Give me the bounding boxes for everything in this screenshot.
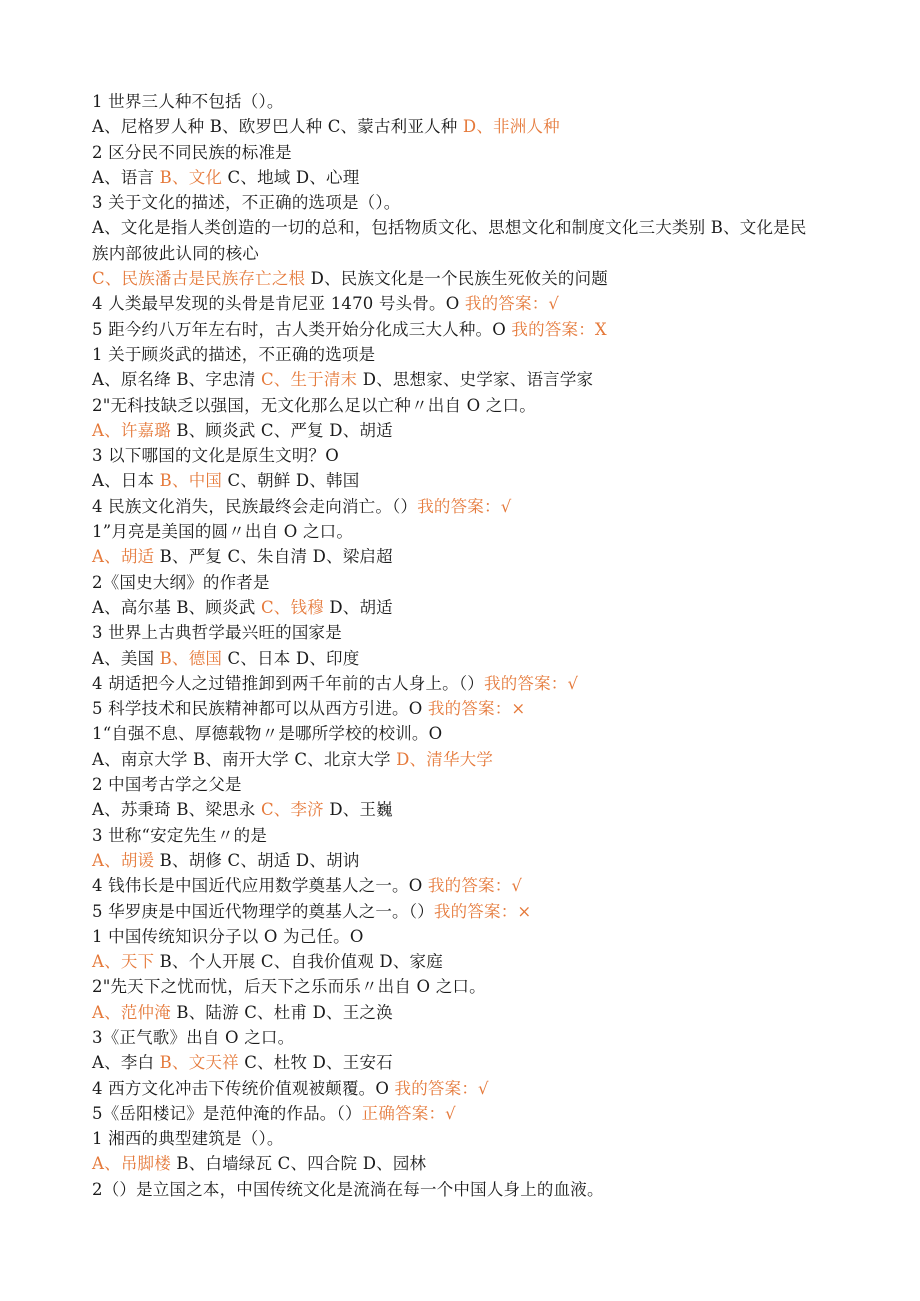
text-line xyxy=(92,317,822,342)
text-line xyxy=(92,848,822,873)
text-segment: A、文化是指人类创造的一切的总和，包括物质文化、思想文化和制度文化三大类别 B、文化是民族内部彼此认同的核心 xyxy=(92,218,807,263)
highlighted-answer: 正确答案：√ xyxy=(361,1103,456,1123)
highlighted-answer: 我的答案：× xyxy=(427,699,526,719)
text-segment: 3 世界上古典哲学最兴旺的国家是 xyxy=(92,623,342,643)
text-line xyxy=(92,974,822,999)
text-segment: 1 世界三人种不包括（）。 xyxy=(92,92,284,111)
highlighted-answer: 我的答案：√ xyxy=(394,1078,489,1098)
highlighted-answer: A、胡谖 xyxy=(92,850,155,870)
text-segment: A、高尔基 B、顾炎武 xyxy=(92,597,261,617)
text-segment: C、朝鲜 D、韩国 xyxy=(222,471,360,491)
text-segment: A、苏秉琦 B、梁思永 xyxy=(92,800,261,820)
text-line xyxy=(92,468,822,493)
text-segment: 1”月亮是美国的圆〃出自 O 之口。 xyxy=(92,522,354,542)
text-line xyxy=(92,873,822,898)
text-segment: D、胡适 xyxy=(323,597,393,617)
text-line xyxy=(92,544,822,569)
text-segment: 2 中国考古学之父是 xyxy=(92,775,242,795)
text-segment: 4 民族文化消失，民族最终会走向消亡。（） xyxy=(92,496,418,516)
highlighted-answer: B、文天祥 xyxy=(159,1053,239,1073)
text-line xyxy=(92,595,822,620)
text-line xyxy=(92,1177,822,1202)
text-line xyxy=(92,949,822,974)
text-segment: 1 湘西的典型建筑是（）。 xyxy=(92,1129,284,1149)
text-line xyxy=(92,266,822,291)
text-line xyxy=(92,215,822,266)
highlighted-answer: B、德国 xyxy=(159,648,223,668)
text-line xyxy=(92,342,822,367)
highlighted-answer: A、范仲淹 xyxy=(92,1002,171,1022)
text-line xyxy=(92,620,822,645)
text-line xyxy=(92,772,822,797)
text-line xyxy=(92,140,822,165)
text-segment: B、陆游 C、杜甫 D、王之涣 xyxy=(170,1002,393,1022)
highlighted-answer: 我的答案：X xyxy=(511,319,607,339)
text-segment: A、日本 xyxy=(92,471,160,491)
text-segment: B、白墙绿瓦 C、四合院 D、园林 xyxy=(170,1154,427,1174)
text-segment: 1“自强不息、厚德载物〃是哪所学校的校训。O xyxy=(92,724,443,744)
question-list xyxy=(92,89,822,1202)
text-segment: A、南京大学 B、南开大学 C、北京大学 xyxy=(92,749,397,769)
text-segment: D、思想家、史学家、语言学家 xyxy=(357,370,594,390)
text-segment: 5《岳阳楼记》是范仲淹的作品。（） xyxy=(92,1103,362,1123)
highlighted-answer: C、钱穆 xyxy=(260,597,324,617)
text-line xyxy=(92,89,822,114)
highlighted-answer: 我的答案：√ xyxy=(417,496,512,516)
text-segment: 3 关于文化的描述，不正确的选项是（）。 xyxy=(92,193,401,213)
text-segment: 2"先天下之忧而忧，后天下之乐而乐〃出自 O 之口。 xyxy=(92,977,486,997)
text-segment: 4 人类最早发现的头骨是肯尼亚 1470 号头骨。O xyxy=(92,294,465,314)
text-line xyxy=(92,165,822,190)
text-line xyxy=(92,797,822,822)
highlighted-answer: C、民族潘古是民族存亡之根 xyxy=(92,269,306,289)
text-line xyxy=(92,899,822,924)
highlighted-answer: B、文化 xyxy=(159,167,223,187)
text-segment: 5 华罗庚是中国近代物理学的奠基人之一。（） xyxy=(92,901,434,921)
text-segment: 3《正气歌》出自 O 之口。 xyxy=(92,1027,295,1047)
text-line xyxy=(92,823,822,848)
text-segment: 4 西方文化冲击下传统价值观被颠覆。O xyxy=(92,1078,395,1098)
text-segment: A、语言 xyxy=(92,167,160,187)
text-line xyxy=(92,418,822,443)
text-line xyxy=(92,367,822,392)
text-line xyxy=(92,1126,822,1151)
highlighted-answer: 我的答案：√ xyxy=(427,876,523,896)
text-line xyxy=(92,1101,822,1126)
highlighted-answer: C、生于清末 xyxy=(260,370,358,390)
text-segment: 1 中国传统知识分子以 O 为己任。O xyxy=(92,926,364,946)
text-segment: B、个人开展 C、自我价值观 D、家庭 xyxy=(154,952,443,972)
text-line xyxy=(92,519,822,544)
text-line xyxy=(92,646,822,671)
highlighted-answer: D、非洲人种 xyxy=(462,117,560,137)
text-line xyxy=(92,393,822,418)
text-line xyxy=(92,671,822,696)
text-segment: 2"无科技缺乏以强国，无文化那么足以亡种〃出自 O 之口。 xyxy=(92,395,536,415)
highlighted-answer: B、中国 xyxy=(159,471,223,491)
text-segment: D、民族文化是一个民族生死攸关的问题 xyxy=(305,269,609,289)
text-segment: 4 钱伟长是中国近代应用数学奠基人之一。O xyxy=(92,876,428,896)
text-segment: D、王巍 xyxy=(323,800,393,820)
text-segment: B、胡修 C、胡适 D、胡讷 xyxy=(154,850,360,870)
text-segment: B、顾炎武 C、严复 D、胡适 xyxy=(170,420,393,440)
text-line xyxy=(92,114,822,139)
text-line xyxy=(92,747,822,772)
highlighted-answer: A、胡适 xyxy=(92,547,155,567)
text-segment: A、尼格罗人种 B、欧罗巴人种 C、蒙古利亚人种 xyxy=(92,117,463,137)
highlighted-answer: 我的答案：√ xyxy=(484,673,579,693)
text-segment: 5 科学技术和民族精神都可以从西方引进。O xyxy=(92,699,428,719)
text-segment: C、日本 D、印度 xyxy=(222,648,360,668)
text-segment: A、原名绛 B、字忠清 xyxy=(92,370,261,390)
text-segment: 5 距今约八万年左右时，古人类开始分化成三大人种。O xyxy=(92,319,512,339)
text-segment: C、地域 D、心理 xyxy=(222,167,360,187)
highlighted-answer: C、李济 xyxy=(260,800,324,820)
highlighted-answer: 我的答案：√ xyxy=(464,294,560,314)
text-line xyxy=(92,1000,822,1025)
text-line xyxy=(92,1025,822,1050)
text-line xyxy=(92,1151,822,1176)
text-line xyxy=(92,1050,822,1075)
text-line xyxy=(92,924,822,949)
text-line xyxy=(92,1076,822,1101)
text-line xyxy=(92,570,822,595)
text-line xyxy=(92,696,822,721)
text-segment: 3 以下哪国的文化是原生文明？O xyxy=(92,446,339,466)
text-segment: A、李白 xyxy=(92,1053,160,1073)
text-segment: 4 胡适把今人之过错推卸到两千年前的古人身上。（） xyxy=(92,673,484,693)
text-segment: 2《国史大纲》的作者是 xyxy=(92,572,270,592)
text-line xyxy=(92,721,822,746)
highlighted-answer: 我的答案：× xyxy=(433,901,532,921)
highlighted-answer: A、吊脚楼 xyxy=(92,1154,171,1174)
text-segment: C、杜牧 D、王安石 xyxy=(238,1053,393,1073)
text-segment: B、严复 C、朱自清 D、梁启超 xyxy=(154,547,393,567)
text-segment: 2（）是立国之本，中国传统文化是流淌在每一个中国人身上的血液。 xyxy=(92,1179,604,1199)
text-line xyxy=(92,494,822,519)
highlighted-answer: D、清华大学 xyxy=(396,749,494,769)
text-segment: A、美国 xyxy=(92,648,160,668)
highlighted-answer: A、天下 xyxy=(92,952,155,972)
text-segment: 2 区分民不同民族的标准是 xyxy=(92,142,292,162)
text-segment: 3 世称“安定先生〃的是 xyxy=(92,825,268,845)
highlighted-answer: A、许嘉璐 xyxy=(92,420,171,440)
text-line xyxy=(92,190,822,215)
text-line xyxy=(92,291,822,316)
text-segment: 1 关于顾炎武的描述，不正确的选项是 xyxy=(92,344,376,364)
text-line xyxy=(92,443,822,468)
